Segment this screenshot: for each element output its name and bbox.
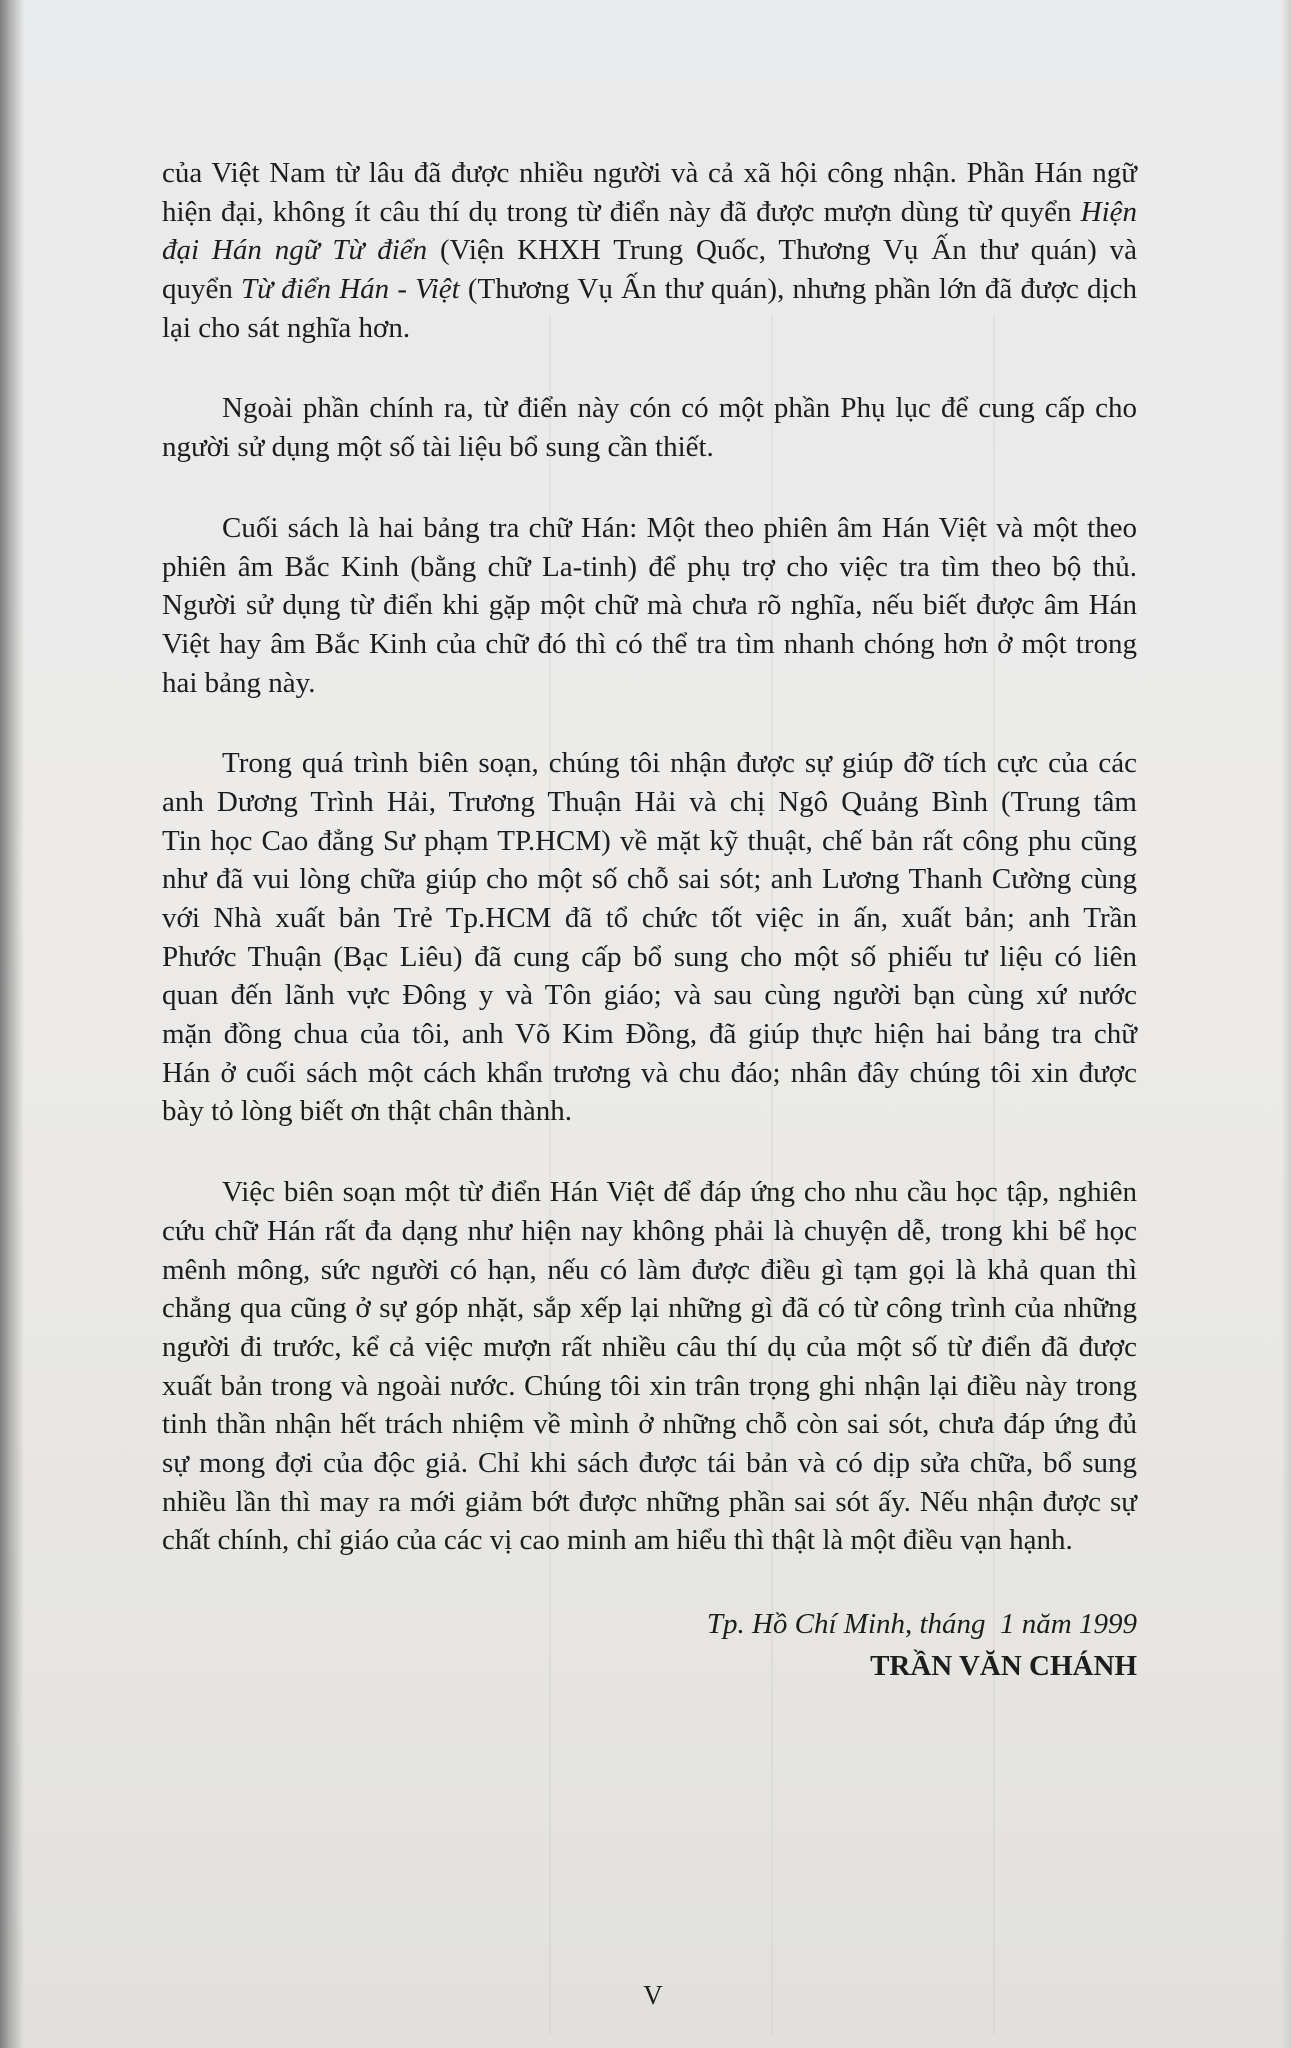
text-line: Tin học Cao đẳng Sư phạm TP.HCM) về mặt kỹ thuật, chế bản rất công phu cũng [162, 824, 1137, 857]
text-line: Việt hay âm Bắc Kinh của chữ đó thì có thể tra tìm nhanh chóng hơn ở một trong [162, 627, 1137, 660]
place-and-date: Tp. Hồ Chí Minh, tháng 1 năm 1999 [706, 1608, 1137, 1640]
text-line: người đi trước, kể cả việc mượn rất nhiều câu thí dụ của một số từ điển đã được [162, 1330, 1137, 1363]
text-line: anh Dương Trình Hải, Trương Thuận Hải và chị Ngô Quảng Bình (Trung tâm [162, 785, 1137, 818]
page-number: V [643, 1980, 663, 2010]
text-line: chất chính, chỉ giáo của các vị cao minh am hiểu thì thật là một điều vạn hạnh. [162, 1524, 1073, 1557]
text-line [162, 270, 1137, 309]
text-line: cứu chữ Hán rất đa dạng như hiện nay không phải là chuyện dễ, trong khi bể học [162, 1214, 1137, 1247]
text-line: sự mong đợi của độc giả. Chỉ khi sách được tái bản và có dịp sửa chữa, bổ sung [162, 1446, 1137, 1479]
text-line: lại cho sát nghĩa hơn. [162, 311, 411, 344]
page-left-edge-shadow [0, 0, 24, 2048]
text-line [162, 193, 1137, 232]
text-line: Ngoài phần chính ra, từ điển này cón có một phần Phụ lục để cung cấp cho [222, 392, 1137, 425]
paragraph [162, 1173, 1137, 1560]
text-line: nhiều lần thì may ra mới giảm bớt được những phần sai sót ấy. Nếu nhận được sự [162, 1485, 1137, 1518]
page-right-edge-shadow [1281, 0, 1291, 2048]
author-name: TRẦN VĂN CHÁNH [870, 1649, 1137, 1682]
text-line: Người sử dụng từ điển khi gặp một chữ mà chưa rõ nghĩa, nếu biết được âm Hán [162, 589, 1137, 622]
text-line: bày tỏ lòng biết ơn thật chân thành. [162, 1095, 572, 1128]
text-line: người sử dụng một số tài liệu bổ sung cần thiết. [162, 431, 714, 464]
paragraph [162, 154, 1137, 347]
text-line: xuất bản trong và ngoài nước. Chúng tôi xin trân trọng ghi nhận lại điều này trong [162, 1369, 1137, 1402]
text-line: như đã vui lòng chữa giúp cho một số chỗ sai sót; anh Lương Thanh Cường cùng [162, 863, 1137, 896]
text-line: với Nhà xuất bản Trẻ Tp.HCM đã tổ chức tốt việc in ấn, xuất bản; anh Trần [162, 902, 1137, 934]
body-text [162, 154, 1137, 1560]
book-title: Từ điển Hán - Việt [241, 273, 460, 306]
text-line: Phước Thuận (Bạc Liêu) đã cung cấp bổ sung cho một số phiếu tư liệu có liên [162, 940, 1137, 973]
book-title: đại Hán ngữ Từ điển [162, 234, 428, 267]
paragraph [162, 744, 1137, 1131]
text-line: Hán ở cuối sách một cách khẩn trương và chu đáo; nhân đây chúng tôi xin được [162, 1056, 1137, 1089]
text-line: mênh mông, sức người có hạn, nếu có làm được điều gì tạm gọi là khả quan thì [162, 1253, 1137, 1286]
text-line: quan đến lãnh vực Đông y và Tôn giáo; và sau cùng người bạn cùng xứ nước [162, 979, 1137, 1012]
text-line: Cuối sách là hai bảng tra chữ Hán: Một theo phiên âm Hán Việt và một theo [222, 511, 1137, 544]
text-line: của Việt Nam từ lâu đã được nhiều người và cả xã hội công nhận. Phần Hán ngữ [162, 157, 1137, 189]
text-segment: hiện đại, không ít câu thí dụ trong từ điển này đã được mượn dùng từ quyển [162, 195, 1081, 228]
text-segment: quyển [162, 273, 242, 306]
text-line: phiên âm Bắc Kinh (bằng chữ La-tinh) để phụ trợ cho việc tra tìm theo bộ thủ. [162, 550, 1137, 583]
paragraph [162, 509, 1137, 702]
text-line [162, 231, 1137, 270]
text-line: hai bảng này. [162, 666, 316, 699]
book-title: Hiện [1080, 195, 1137, 228]
text-segment: (Viện KHXH Trung Quốc, Thương Vụ Ấn thư quán) và [427, 234, 1137, 267]
text-line: Việc biên soạn một từ điển Hán Việt để đáp ứng cho nhu cầu học tập, nghiên [222, 1176, 1137, 1209]
text-line: Trong quá trình biên soạn, chúng tôi nhận được sự giúp đỡ tích cực của các [222, 747, 1137, 780]
text-line: mặn đồng chua của tôi, anh Võ Kim Đồng, đã giúp thực hiện hai bảng tra chữ [162, 1018, 1137, 1051]
text-line: tinh thần nhận hết trách nhiệm về mình ở những chỗ còn sai sót, chưa đáp ứng đủ [162, 1408, 1137, 1441]
text-line: chẳng qua cũng ở sự góp nhặt, sắp xếp lại những gì đã có từ công trình của những [162, 1292, 1137, 1325]
paragraph [162, 389, 1137, 466]
signature-block [707, 1604, 1137, 1688]
text-segment: (Thương Vụ Ấn thư quán), nhưng phần lớn đã được dịch [459, 273, 1137, 306]
